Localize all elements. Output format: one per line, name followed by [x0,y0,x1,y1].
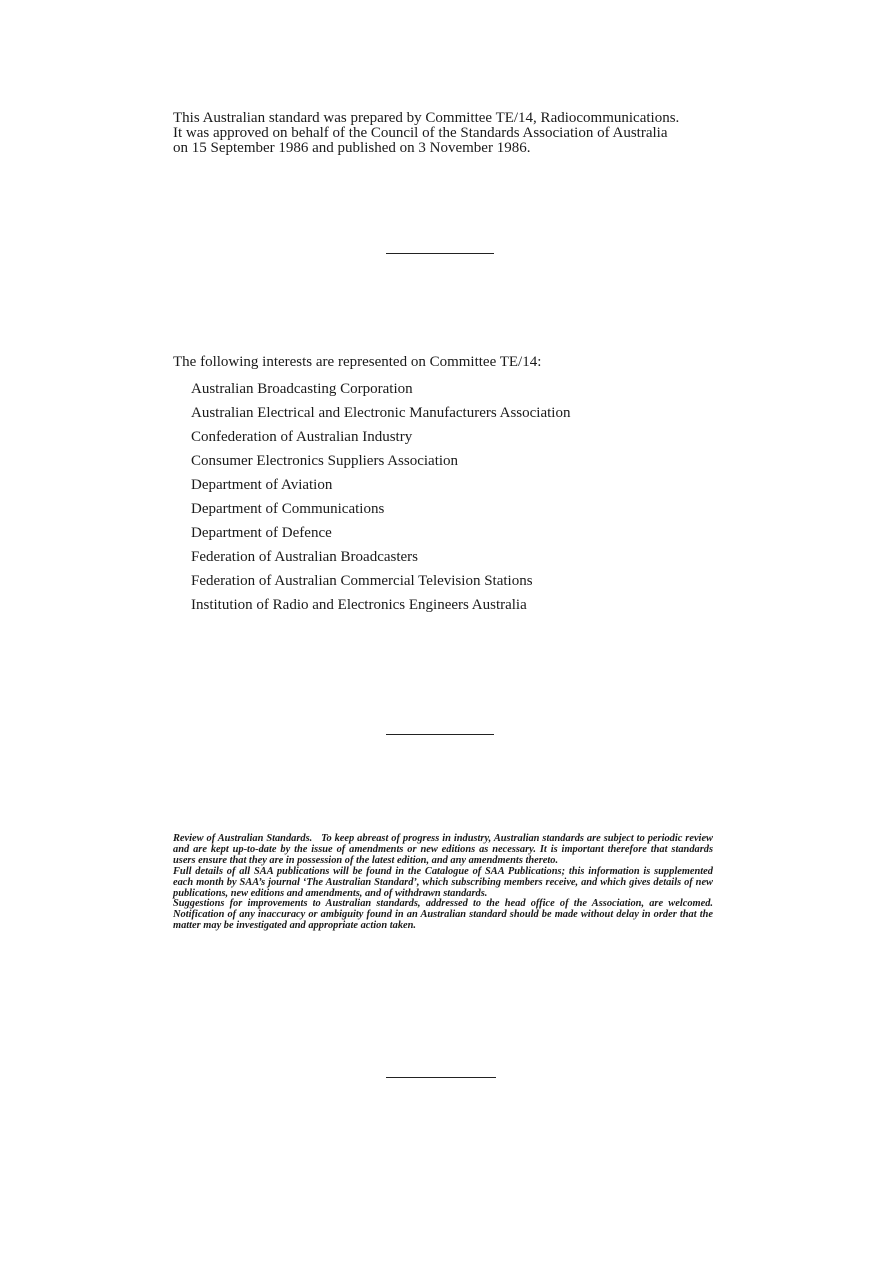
list-item: Institution of Radio and Electronics Engineers Australia [191,597,527,613]
divider-rule [386,1077,496,1078]
review-lead: Review of Australian Standards. [173,833,313,844]
list-item: Department of Communications [191,501,385,517]
interests-heading: The following interests are represented on Committee TE/14: [173,354,542,370]
approval-line: This Australian standard was prepared by Committee TE/14, Radiocommunications. [173,110,680,126]
approval-statement [173,111,733,156]
list-item: Federation of Australian Commercial Television Stations [191,573,533,589]
list-item: Department of Defence [191,525,332,541]
approval-line: It was approved on behalf of the Council of the Standards Association of Australia [173,125,668,141]
list-item: Australian Broadcasting Corporation [191,381,413,397]
committee-interests [173,353,773,617]
list-item: Federation of Australian Broadcasters [191,549,419,565]
review-paragraph-3: Suggestions for improvements to Australian standards, addressed to the head office of the Association, are welcomed. Notification of any inaccuracy or ambiguity found in an Australian standard should be made without delay in order that the matter may be investigated and appropriate action taken. [173,898,713,932]
review-notice [173,834,713,932]
interests-list [191,377,773,617]
list-item: Australian Electrical and Electronic Manufacturers Association [191,405,571,421]
review-paragraph-1 [173,834,713,867]
list-item: Consumer Electronics Suppliers Association [191,453,459,469]
review-text: To keep abreast of progress in industry, Australian standards are subject to periodic review and are kept up-to-date by the issue of amendments or new editions as necessary. It is important therefore that standards users ensure that they are in possession of the latest edition, and any amendments thereto. [173,833,713,866]
list-item: Confederation of Australian Industry [191,429,413,445]
divider-rule [386,253,494,254]
divider-rule [386,734,494,735]
review-paragraph-2: Full details of all SAA publications will be found in the Catalogue of SAA Publications; this information is supplemented each month by SAA’s journal ‘The Australian Standard’, which subscribing members receive, and which gives details of new publications, new editions and amendments, and of withdrawn standards. [173,865,713,899]
list-item: Department of Aviation [191,477,333,493]
approval-line: on 15 September 1986 and published on 3 November 1986. [173,140,531,156]
